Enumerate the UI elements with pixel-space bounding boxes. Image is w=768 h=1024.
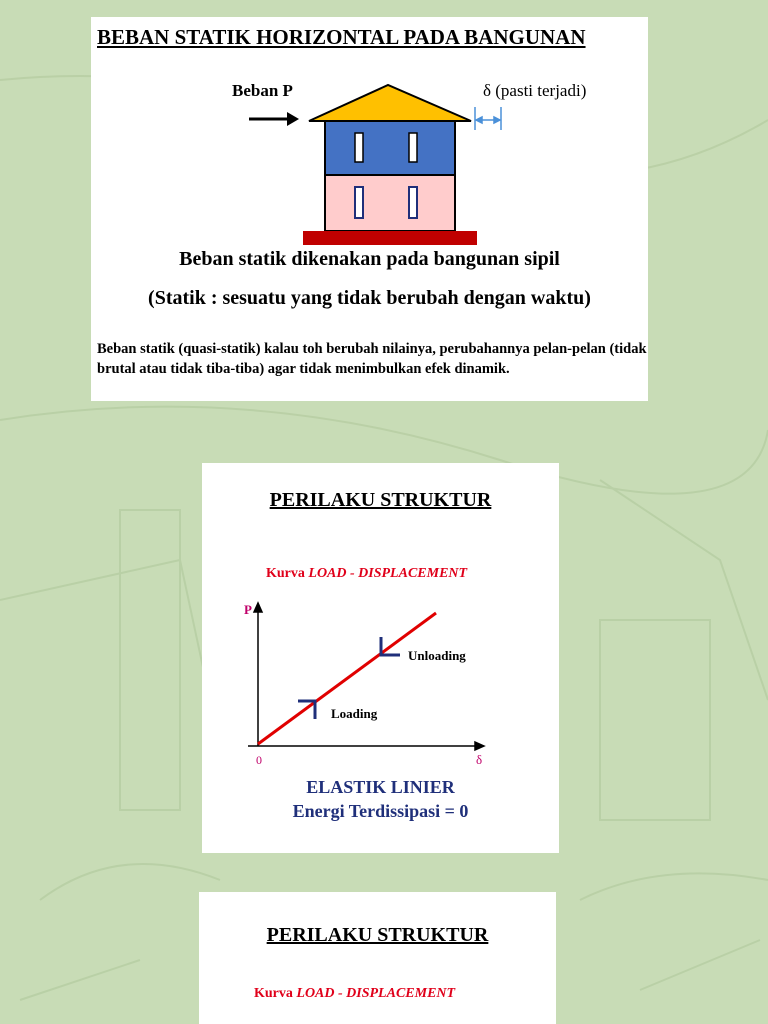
slide-structural-behavior-2 [199, 892, 556, 1024]
building-diagram [91, 17, 648, 257]
window-icon [409, 187, 417, 218]
delta-dimension-icon [475, 107, 501, 130]
curve-title-prefix: Kurva [266, 566, 309, 581]
caption-static-load: Beban statik dikenakan pada bangunan sipil [179, 248, 560, 270]
caption-static-definition: (Statik : sesuatu yang tidak berubah dengan waktu) [148, 287, 591, 309]
loading-label: Loading [331, 706, 378, 721]
quasi-static-paragraph: Beban statik (quasi-statik) kalau toh berubah nilainya, perubahannya pelan-pelan (tidak brutal atau tidak tiba-tiba) agar tidak menimbulkan efek dinamik. [97, 341, 647, 377]
window-icon [409, 133, 417, 162]
slide1-title: BEBAN STATIK HORIZONTAL PADA BANGUNAN [97, 25, 586, 49]
origin-label: 0 [256, 753, 262, 767]
window-icon [355, 133, 363, 162]
load-arrow-icon [249, 112, 299, 126]
unloading-label: Unloading [408, 648, 466, 663]
slide2-title: PERILAKU STRUKTUR [269, 489, 492, 511]
elastic-linear-label: ELASTIK LINIER [306, 777, 455, 797]
x-axis-label: δ [476, 752, 483, 767]
slide3-title: PERILAKU STRUKTUR [266, 924, 489, 946]
window-icon [355, 187, 363, 218]
slide-static-load [91, 17, 648, 401]
load-displacement-chart [202, 463, 559, 783]
dissipated-energy-label: Energi Terdissipasi = 0 [292, 801, 469, 821]
foundation [303, 231, 477, 245]
y-axis-label: P [244, 602, 252, 617]
upper-floor [325, 121, 455, 175]
load-label: Beban P [232, 81, 293, 100]
slide-structural-behavior [202, 463, 559, 853]
curve-title-2 [254, 986, 455, 1002]
lower-floor [325, 175, 455, 231]
curve-title-italic: LOAD - DISPLACEMENT [308, 566, 468, 581]
curve-title-prefix: Kurva [254, 986, 297, 1001]
curve-title-italic: LOAD - DISPLACEMENT [296, 986, 456, 1001]
roof-shape [309, 85, 471, 121]
linear-curve [258, 613, 436, 744]
delta-label: δ (pasti terjadi) [483, 81, 587, 100]
chart-axes [248, 603, 484, 750]
